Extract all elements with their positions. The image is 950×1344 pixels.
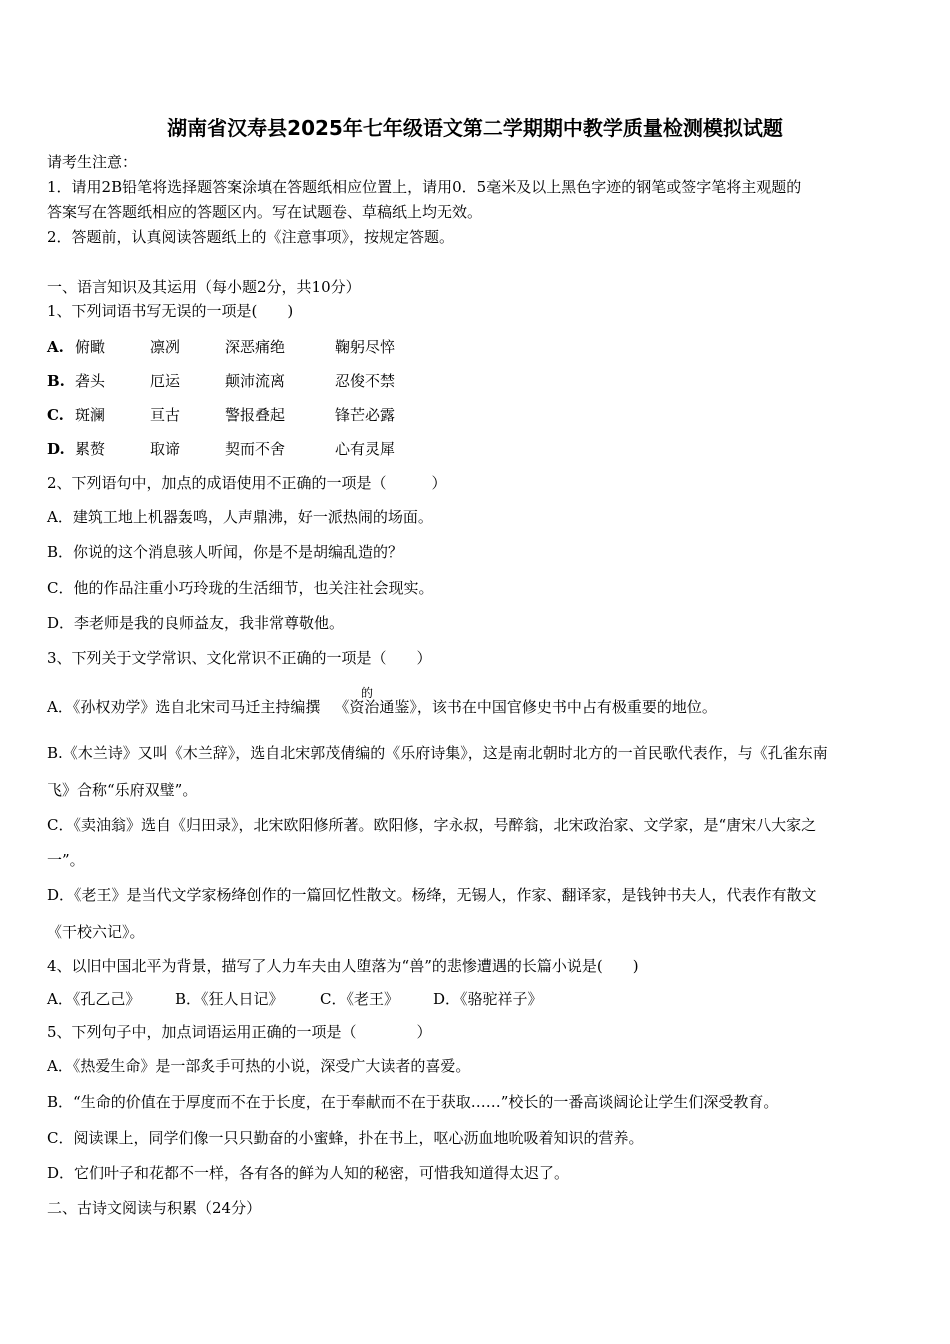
q3-option-c-line1: C．《卖油翁》选自《归田录》，北宋欧阳修所著。欧阳修，字永叔，号醉翁，北宋政治家、文学家，是“唐宋八大家之: [47, 816, 817, 834]
q3-option-a-part2: 《资治通鉴》，该书在中国官修史书中占有极重要的地位。: [334, 698, 717, 716]
q5-option-b: B．“生命的价值在于厚度而不在于长度，在于奉献而不在于获取……”校长的一番高谈阔论让学生们深受教育。: [47, 1093, 779, 1111]
option-word: 亘古: [150, 406, 181, 424]
q4-option-d: D．《骆驼祥子》: [433, 990, 543, 1008]
q4-option-a: A．《孔乙己》: [47, 990, 141, 1008]
q3-option-c-line2: 一”。: [47, 851, 85, 869]
option-word: 累赘: [75, 440, 106, 458]
option-word: 颠沛流离: [225, 372, 286, 390]
q3-option-a: [47, 697, 717, 717]
option-word: 厄运: [150, 372, 181, 390]
option-label: C.: [47, 406, 64, 424]
option-word: 俯瞰: [75, 338, 106, 356]
option-word: 斑澜: [75, 406, 106, 424]
option-label: B.: [47, 372, 65, 390]
option-word: 凛冽: [150, 338, 181, 356]
notice-item1-line2: 答案写在答题纸相应的答题区内。写在试题卷、草稿纸上均无效。: [47, 203, 483, 221]
q1-stem: 1、下列词语书写无误的一项是( ): [47, 302, 294, 320]
option-word: 取谛: [150, 440, 181, 458]
q5-option-c: C．阅读课上，同学们像一只只勤奋的小蜜蜂，扑在书上，呕心沥血地吮吸着知识的营养。: [47, 1129, 644, 1147]
option-word: 砻头: [75, 372, 106, 390]
q3-stem: 3、下列关于文学常识、文化常识不正确的一项是（ ）: [47, 649, 432, 667]
notice-heading: 请考生注意：: [47, 153, 138, 171]
q2-option-d: D．李老师是我的良师益友，我非常尊敬他。: [47, 614, 345, 632]
page-title: 湖南省汉寿县2025年七年级语文第二学期期中教学质量检测模拟试题: [167, 116, 783, 140]
q3-option-b-line2: 飞》合称“乐府双璧”。: [47, 781, 198, 799]
q4-option-b: B．《狂人日记》: [175, 990, 284, 1008]
q4-stem: 4、以旧中国北平为背景，描写了人力车夫由人堕落为“兽”的悲惨遭遇的长篇小说是( ): [47, 957, 639, 975]
q5-option-a: A．《热爱生命》是一部炙手可热的小说，深受广大读者的喜爱。: [47, 1057, 471, 1075]
section2-heading: 二、古诗文阅读与积累（24分）: [47, 1199, 262, 1217]
option-word: 心有灵犀: [335, 440, 396, 458]
q3-option-d-line1: D．《老王》是当代文学家杨绛创作的一篇回忆性散文。杨绛，无锡人，作家、翻译家，是钱钟书夫人，代表作有散文: [47, 886, 817, 904]
q5-stem: 5、下列句子中，加点词语运用正确的一项是（ ）: [47, 1023, 432, 1041]
option-label: D.: [47, 440, 65, 458]
option-word: 契而不舍: [225, 440, 286, 458]
q3-option-b-line1: B.《木兰诗》又叫《木兰辞》，选自北宋郭茂倩编的《乐府诗集》，这是南北朝时北方的一首民歌代表作，与《孔雀东南: [47, 744, 828, 762]
section1-heading: 一、语言知识及其运用（每小题2分，共10分）: [47, 278, 361, 296]
q3-option-d-line2: 《干校六记》。: [47, 923, 145, 941]
option-word: 忍俊不禁: [335, 372, 396, 390]
q2-option-a: A．建筑工地上机器轰鸣，人声鼎沸，好一派热闹的场面。: [47, 508, 433, 526]
q4-option-c: C．《老王》: [320, 990, 399, 1008]
option-word: 深恶痛绝: [225, 338, 286, 356]
q2-option-b: B．你说的这个消息骇人听闻，你是不是胡编乱造的？: [47, 543, 404, 561]
option-word: 鞠躬尽悴: [335, 338, 396, 356]
option-word: 锋芒必露: [335, 406, 396, 424]
q5-option-d: D．它们叶子和花都不一样，各有各的鲜为人知的秘密，可惜我知道得太迟了。: [47, 1164, 570, 1182]
notice-item2: 2．答题前，认真阅读答题纸上的《注意事项》，按规定答题。: [47, 228, 455, 246]
option-word: 警报叠起: [225, 406, 286, 424]
q2-stem: 2、下列语句中，加点的成语使用不正确的一项是（ ）: [47, 474, 447, 492]
option-label: A.: [47, 338, 64, 356]
q3-option-a-de: 的: [361, 686, 374, 700]
notice-item1-line1: 1．请用2B铅笔将选择题答案涂填在答题纸相应位置上，请用0．5毫米及以上黑色字迹的钢笔或签字笔将主观题的: [47, 178, 802, 196]
q2-option-c: C．他的作品注重小巧玲珑的生活细节，也关注社会现实。: [47, 579, 434, 597]
q3-option-a-part1: A．《孙权劝学》选自北宋司马迁主持编撰: [47, 698, 321, 716]
